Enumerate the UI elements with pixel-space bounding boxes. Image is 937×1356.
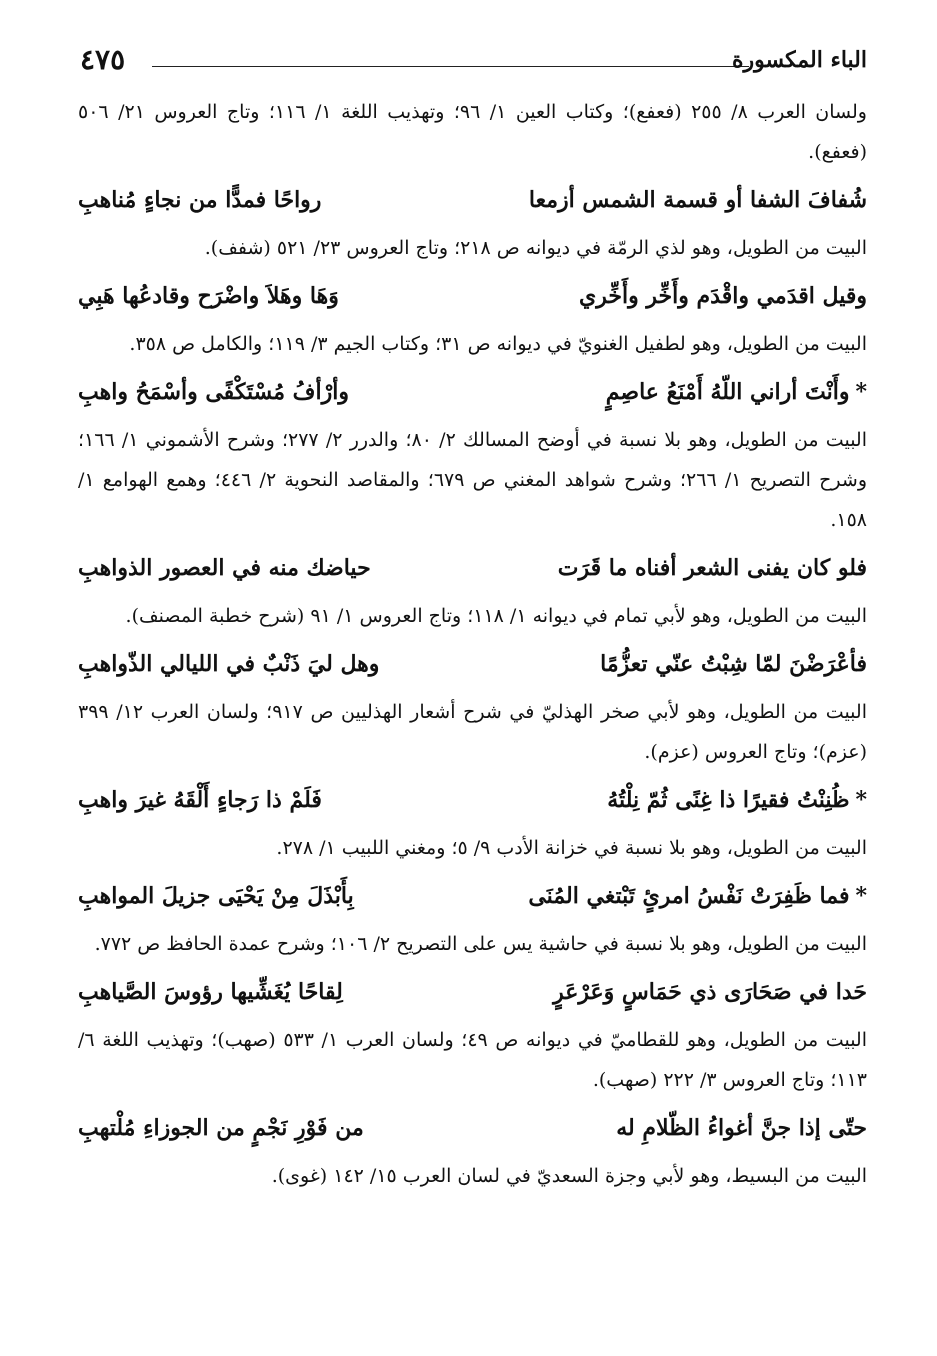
- first-hemistich: [558, 546, 867, 590]
- asterisk-marker: *: [855, 379, 867, 405]
- first-hemistich: [616, 1106, 867, 1150]
- second-hemistich: فَلَمْ ذا رَجاءٍ أَلْقَهُ غيرَ واهبِ: [78, 787, 322, 813]
- first-hemistich-text: حَدا في صَحَارَى ذي حَمَاسٍ وَعَرْعَرٍ: [553, 979, 867, 1005]
- verse-line: [78, 546, 867, 590]
- first-hemistich: [529, 178, 867, 222]
- verse-entry: [78, 642, 867, 772]
- source-note: البيت من الطويل، وهو بلا نسبة في خزانة الأدب ٩/ ٥؛ ومغني اللبيب ١/ ٢٧٨.: [276, 837, 867, 859]
- verse-line: [78, 1106, 867, 1150]
- verse-entry: [78, 178, 867, 268]
- verse-entry: [78, 778, 867, 868]
- first-hemistich: [607, 778, 867, 822]
- first-hemistich-text: فأعْرَضْنَ لمّا شِبْتُ عنّي تعزُّمًا: [600, 651, 867, 677]
- source-note: البيت من الطويل، وهو بلا نسبة في حاشية يس على التصريح ٢/ ١٠٦؛ وشرح عمدة الحافظ ص ٧٧٢.: [94, 933, 867, 955]
- source-note: البيت من الطويل، وهو لطفيل الغنويّ في ديوانه ص ٣١؛ وكتاب الجيم ٣/ ١١٩؛ والكامل ص ٣٥٨.: [129, 333, 867, 355]
- first-hemistich: [606, 370, 867, 414]
- verse-entry: [78, 1106, 867, 1196]
- second-hemistich: وَهَا وهَلاَ واضْرَح وقادعُها هَبِي: [78, 283, 339, 309]
- verse-entry: [78, 874, 867, 964]
- first-hemistich: [528, 874, 867, 918]
- first-hemistich-text: وأَنْتَ أراني اللّهُ أَمْنَعُ عاصِمٍ: [605, 379, 850, 405]
- second-hemistich: بِأَبْذَلَ مِنْ يَحْيَى جزيلَ المواهبِ: [78, 883, 354, 909]
- source-note: البيت من الطويل، وهو بلا نسبة في أوضح المسالك ٢/ ٨٠؛ والدرر ٢/ ٢٧٧؛ وشرح الأشموني ١/ ١٦٦؛ وشرح التصريح ١/ ٢٦٦؛ وشرح شواهد المغني ص ٦٧٩؛ والمقاصد النحوية ٢/ ٤٤٦؛ وهمع الهوامع ١/ ١٥٨.: [78, 429, 868, 531]
- verse-entry: [78, 970, 867, 1100]
- verse-entries: [78, 178, 867, 1196]
- first-hemistich-text: ظُنِنْتُ فقيرًا ذا غِنًى ثُمّ نِلْتُهُ: [607, 787, 850, 813]
- page-header: [80, 40, 867, 80]
- first-hemistich-text: فلو كان يفنى الشعر أفناه ما قَرَت: [557, 555, 867, 581]
- first-hemistich: [553, 970, 867, 1014]
- verse-line: [78, 970, 867, 1014]
- second-hemistich: وأرْأفُ مُسْتَكْفًى وأسْمَحُ واهبِ: [78, 379, 349, 405]
- asterisk-marker: *: [855, 787, 867, 813]
- second-hemistich: وهل ليَ ذَنْبٌ في الليالي الذّواهبِ: [78, 651, 380, 677]
- verse-line: [78, 874, 867, 918]
- second-hemistich: لِقاحًا يُغَشِّيها رؤوسَ الصَّياهبِ: [78, 979, 343, 1005]
- first-hemistich-text: حتّى إذا جنَّ أغواءُ الظّلامِ له: [616, 1115, 867, 1141]
- page-content: [78, 92, 867, 1200]
- first-hemistich: [579, 274, 867, 318]
- verse-line: [78, 778, 867, 822]
- verse-line: [78, 274, 867, 318]
- asterisk-marker: *: [855, 883, 867, 909]
- verse-line: [78, 370, 867, 414]
- source-note: البيت من الطويل، وهو لأبي صخر الهذليّ في شرح أشعار الهذليين ص ٩١٧؛ ولسان العرب ١٢/ ٣٩٩ (عزم)؛ وتاج العروس (عزم).: [78, 701, 867, 763]
- verse-line: [78, 642, 867, 686]
- verse-entry: [78, 546, 867, 636]
- source-note: البيت من الطويل، وهو لذي الرمّة في ديوانه ص ٢١٨؛ وتاج العروس ٢٣/ ٥٢١ (شفف).: [204, 237, 867, 259]
- second-hemistich: حياضك منه في العصور الذواهبِ: [78, 555, 371, 581]
- header-rule: [152, 66, 749, 67]
- verse-line: [78, 178, 867, 222]
- source-note: البيت من الطويل، وهو لأبي تمام في ديوانه ١/ ١١٨؛ وتاج العروس ١/ ٩١ (شرح خطبة المصنف).: [125, 605, 867, 627]
- intro-note: ولسان العرب ٨/ ٢٥٥ (فعفع)؛ وكتاب العين ١/ ٩٦؛ وتهذيب اللغة ١/ ١١٦؛ وتاج العروس ٢١/ ٥٠٦ (فعفع).: [78, 101, 867, 163]
- second-hemistich: من فَوْرِ نَجْمٍ من الجوزاءِ مُلْتهبِ: [78, 1115, 364, 1141]
- first-hemistich: [600, 642, 867, 686]
- first-hemistich-text: فما ظَفِرَتْ نَفْسُ امرئٍ تَبْتغي المُنَى: [528, 883, 850, 909]
- running-title: الباء المكسورة: [732, 47, 867, 73]
- verse-entry: [78, 370, 867, 540]
- second-hemistich: رواحًا فمدًّا من نجاءٍ مُناهبِ: [78, 187, 322, 213]
- verse-entry: [78, 274, 867, 364]
- first-hemistich-text: شُفافَ الشفا أو قسمة الشمس أزمعا: [528, 187, 867, 213]
- source-note: البيت من البسيط، وهو لأبي وجزة السعديّ في لسان العرب ١٥/ ١٤٢ (غوى).: [271, 1165, 867, 1187]
- page-number: ٤٧٥: [80, 43, 126, 76]
- source-note: البيت من الطويل، وهو للقطاميّ في ديوانه ص ٤٩؛ ولسان العرب ١/ ٥٣٣ (صهب)؛ وتهذيب اللغة ٦/ ١١٣؛ وتاج العروس ٣/ ٢٢٢ (صهب).: [78, 1029, 867, 1091]
- first-hemistich-text: وقيل اقدَمي واقْدَم وأَخِّر وأَخِّري: [579, 283, 867, 309]
